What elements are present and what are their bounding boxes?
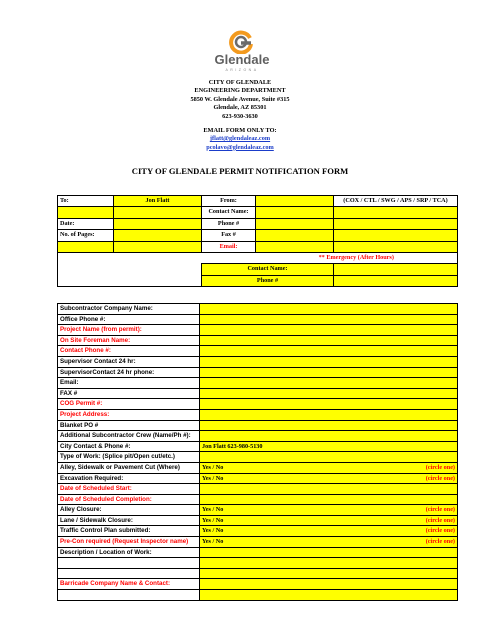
email-field[interactable] (256, 241, 334, 252)
to-extra-label (58, 207, 114, 218)
blank-cell (58, 241, 114, 252)
spacer (58, 253, 114, 264)
field-value: Yes / No (202, 506, 224, 514)
header-line: ENGINEERING DEPARTMENT (194, 87, 286, 95)
field-input[interactable] (200, 420, 458, 431)
date-field[interactable] (114, 218, 202, 229)
emergency-contact-field[interactable] (334, 264, 458, 275)
header-line: 5850 W. Glendale Avenue, Suite #315 (190, 95, 290, 103)
table-row (58, 568, 458, 579)
table-row (58, 346, 458, 357)
table-row (58, 462, 458, 473)
field-label: Office Phone #: (58, 314, 200, 325)
field-input[interactable] (200, 579, 458, 590)
field-input[interactable] (200, 515, 458, 526)
fax-field[interactable] (256, 230, 334, 241)
field-label (58, 590, 200, 601)
phone-field-ext[interactable] (334, 218, 458, 229)
pages-label: No. of Pages: (58, 230, 114, 241)
spacer (58, 275, 114, 286)
pages-field[interactable] (114, 230, 202, 241)
field-label: Subcontractor Company Name: (58, 304, 200, 315)
field-input[interactable] (200, 452, 458, 463)
table-row (58, 378, 458, 389)
spacer (114, 253, 202, 264)
header-line: 623-930-3630 (222, 112, 258, 120)
field-label: Project Name (from permit): (58, 325, 200, 336)
field-value: Yes / No (202, 527, 224, 535)
phone-field[interactable] (256, 218, 334, 229)
table-row (58, 590, 458, 601)
field-label: On Site Foreman Name: (58, 335, 200, 346)
circle-one-hint: (circle one) (425, 506, 455, 514)
contact-name-field[interactable] (256, 207, 334, 218)
emergency-phone-field[interactable] (334, 275, 458, 286)
table-row (58, 335, 458, 346)
from-label: From: (202, 196, 256, 207)
field-label: SupervisorContact 24 hr phone: (58, 367, 200, 378)
to-extra-field[interactable] (114, 207, 202, 218)
field-label: Excavation Required: (58, 473, 200, 484)
table-row (58, 431, 458, 442)
table-row (58, 505, 458, 516)
field-input[interactable] (200, 568, 458, 579)
field-label: Project Address: (58, 409, 200, 420)
table-row (58, 558, 458, 569)
field-label: Type of Work: (Splice pit/Open cut/etc.) (58, 452, 200, 463)
emergency-phone-label: Phone # (202, 275, 334, 286)
fax-field-ext[interactable] (334, 230, 458, 241)
email-link-jflatt[interactable]: jflatt@glendaleaz.com (209, 135, 271, 143)
field-label: Pre-Con required (Request Inspector name) (58, 537, 200, 548)
table-row (58, 325, 458, 336)
field-input[interactable] (200, 399, 458, 410)
email-instruction: EMAIL FORM ONLY TO: (203, 127, 277, 134)
field-label: Additional Subcontractor Crew (Name/Ph #): (58, 431, 200, 442)
header-line: Glendale, AZ 85301 (213, 104, 267, 112)
contact-name-label: Contact Name: (202, 207, 256, 218)
table-row (58, 420, 458, 431)
emergency-label: ** Emergency (After Hours) (256, 253, 458, 264)
field-label: Blanket PO # (58, 420, 200, 431)
spacer (202, 253, 256, 264)
to-value[interactable]: Jon Flatt (114, 196, 202, 207)
field-input[interactable] (200, 590, 458, 601)
field-input[interactable] (200, 462, 458, 473)
field-label (58, 568, 200, 579)
table-row (58, 399, 458, 410)
field-input[interactable] (200, 537, 458, 548)
field-input[interactable] (200, 484, 458, 495)
glendale-logo-mark-icon (229, 30, 253, 54)
field-input[interactable] (200, 378, 458, 389)
glendale-logo (200, 30, 284, 76)
emergency-contact-label: Contact Name: (202, 264, 334, 275)
email-block (0, 127, 480, 152)
field-label: Barricade Company Name & Contact: (58, 579, 200, 590)
circle-one-hint: (circle one) (425, 516, 455, 524)
field-label: Alley, Sidewalk or Pavement Cut (Where) (58, 462, 200, 473)
table-row (58, 537, 458, 548)
email-link-pcolavo[interactable]: pcolavo@glendaleaz.com (206, 143, 274, 151)
circle-one-hint: (circle one) (425, 463, 455, 471)
table-row (58, 367, 458, 378)
table-row (58, 494, 458, 505)
field-input[interactable] (200, 526, 458, 537)
field-input[interactable] (200, 388, 458, 399)
field-label: COG Permit #: (58, 399, 200, 410)
field-input[interactable] (200, 473, 458, 484)
contact-name-field-ext[interactable] (334, 207, 458, 218)
table-row (58, 579, 458, 590)
field-label: Alley Closure: (58, 505, 200, 516)
logo-tagline: ARIZONA (225, 68, 259, 72)
field-label: FAX # (58, 388, 200, 399)
field-input[interactable] (200, 304, 458, 315)
field-input[interactable] (200, 431, 458, 442)
field-label: City Contact & Phone #: (58, 441, 200, 452)
to-label: To: (58, 196, 114, 207)
table-row (58, 452, 458, 463)
email-field-ext[interactable] (334, 241, 458, 252)
field-label: Description / Location of Work: (58, 547, 200, 558)
table-row (58, 388, 458, 399)
circle-one-hint: (circle one) (425, 474, 455, 482)
field-label: Traffic Control Plan submitted: (58, 526, 200, 537)
table-row (58, 441, 458, 452)
field-label: Email: (58, 378, 200, 389)
blank-field[interactable] (114, 241, 202, 252)
field-input[interactable] (200, 346, 458, 357)
department-address (0, 79, 480, 121)
circle-one-hint: (circle one) (425, 527, 455, 535)
field-input[interactable] (200, 335, 458, 346)
field-input[interactable] (200, 558, 458, 569)
table-row (58, 409, 458, 420)
phone-label: Phone # (202, 218, 256, 229)
spacer (58, 264, 114, 275)
field-label: Contact Phone #: (58, 346, 200, 357)
table-row (58, 515, 458, 526)
field-input[interactable] (200, 314, 458, 325)
email-label: Email: (202, 241, 256, 252)
field-label: Supervisor Contact 24 hr: (58, 356, 200, 367)
table-row (58, 356, 458, 367)
field-input[interactable] (200, 367, 458, 378)
from-field[interactable] (256, 196, 334, 207)
field-input[interactable] (200, 505, 458, 516)
table-row (58, 547, 458, 558)
form-title: CITY OF GLENDALE PERMIT NOTIFICATION FORM (131, 166, 349, 176)
field-value: Yes / No (202, 516, 224, 524)
table-row (58, 473, 458, 484)
spacer (114, 264, 202, 275)
field-input[interactable] (200, 547, 458, 558)
table-row (58, 526, 458, 537)
field-label (58, 558, 200, 569)
field-input[interactable] (200, 409, 458, 420)
header-line: CITY OF GLENDALE (208, 79, 272, 86)
field-value: Yes / No (202, 538, 224, 546)
field-value: Yes / No (202, 474, 224, 482)
utility-options: (COX / CTL / SWG / APS / SRP / TCA) (334, 196, 458, 207)
field-label: Date of Scheduled Completion: (58, 494, 200, 505)
field-input[interactable] (200, 325, 458, 336)
field-label: Date of Scheduled Start: (58, 484, 200, 495)
work-details-table (57, 303, 458, 601)
field-value: Yes / No (202, 463, 224, 471)
table-row (58, 304, 458, 315)
table-row (58, 484, 458, 495)
field-value: Jon Flatt 623-980-5130 (202, 442, 263, 450)
circle-one-hint: (circle one) (425, 538, 455, 546)
field-input[interactable] (200, 494, 458, 505)
table-row (58, 314, 458, 325)
logo-name: Glendale (214, 52, 270, 67)
contact-table (57, 195, 458, 287)
fax-label: Fax # (202, 230, 256, 241)
field-input[interactable] (200, 441, 458, 452)
spacer (114, 275, 202, 286)
field-input[interactable] (200, 356, 458, 367)
field-label: Lane / Sidewalk Closure: (58, 515, 200, 526)
date-label: Date: (58, 218, 114, 229)
